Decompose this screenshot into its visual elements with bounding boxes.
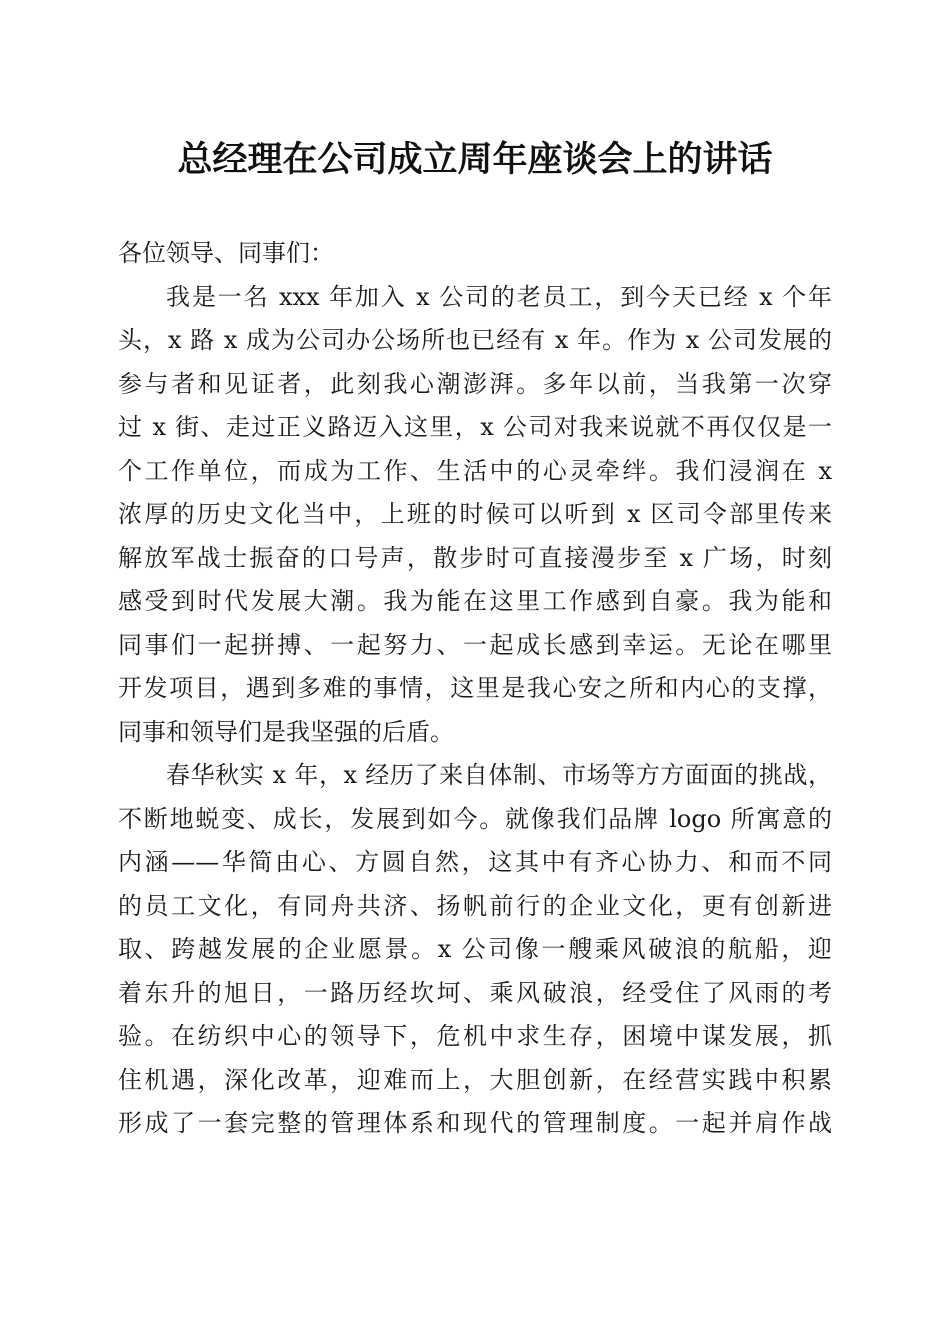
text-line: 验。在纺织中心的领导下，危机中求生存，困境中谋发展，抓 (118, 1022, 832, 1050)
text-line: 解放军战士振奋的口号声，散步时可直接漫步至 x 广场，时刻 (118, 543, 832, 572)
document-body (118, 232, 832, 1146)
text-line: 不断地蜕变、成长，发展到如今。就像我们品牌 logo 所寓意的 (118, 804, 832, 833)
text-line: 形成了一套完整的管理体系和现代的管理制度。一起并肩作战 (118, 1109, 832, 1137)
text-line: 的员工文化，有同舟共济、扬帆前行的企业文化，更有创新进 (118, 891, 832, 920)
text-line: 住机遇，深化改革，迎难而上，大胆创新，在经营实践中积累 (118, 1065, 832, 1094)
text-line: 着东升的旭日，一路历经坎坷、乘风破浪，经受住了风雨的考 (118, 978, 832, 1007)
text-line: 过 x 街、走过正义路迈入这里，x 公司对我来说就不再仅仅是一 (118, 413, 832, 441)
text-line: 参与者和见证者，此刻我心潮澎湃。多年以前，当我第一次穿 (118, 369, 832, 398)
text-line: 感受到时代发展大潮。我为能在这里工作感到自豪。我为能和 (118, 587, 832, 615)
text-line: 同事和领导们是我坚强的后盾。 (118, 717, 454, 746)
paragraph-2 (118, 754, 832, 1146)
text-line: 内涵——华简由心、方圆自然，这其中有齐心协力、和而不同 (118, 848, 832, 876)
text-line: 浓厚的历史文化当中，上班的时候可以听到 x 区司令部里传来 (118, 500, 832, 528)
text-line: 同事们一起拼搏、一起努力、一起成长感到幸运。无论在哪里 (118, 630, 832, 659)
salutation: 各位领导、同事们： (118, 239, 334, 267)
text-line: 个工作单位，而成为工作、生活中的心灵牵绊。我们浸润在 x (118, 456, 832, 485)
text-line: 取、跨越发展的企业愿景。x 公司像一艘乘风破浪的航船，迎 (118, 935, 832, 963)
page-title: 总经理在公司成立周年座谈会上的讲话 (177, 139, 773, 180)
text-line: 我是一名 xxx 年加入 x 公司的老员工，到今天已经 x 个年 (166, 282, 832, 311)
paragraph-1 (118, 276, 832, 755)
text-line: 开发项目，遇到多难的事情，这里是我心安之所和内心的支撑， (118, 674, 832, 702)
text-line: 春华秋实 x 年，x 经历了来自体制、市场等方方面面的挑战， (166, 761, 832, 789)
text-line: 头，x 路 x 成为公司办公场所也已经有 x 年。作为 x 公司发展的 (118, 326, 832, 354)
